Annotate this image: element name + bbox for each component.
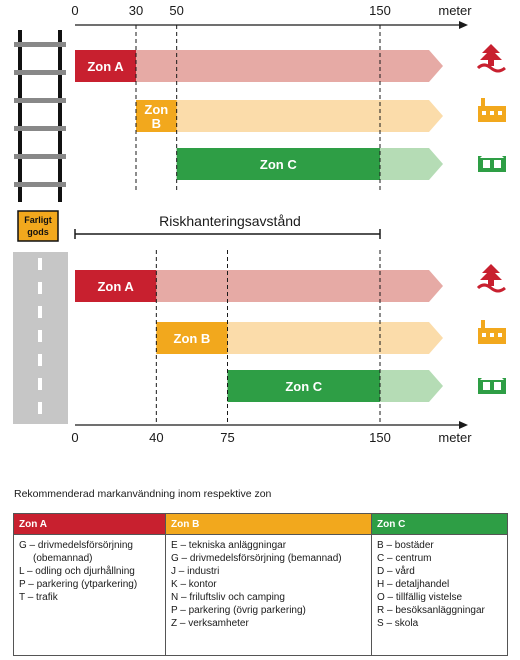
zone-b-uses	[166, 535, 372, 656]
zone-tail	[228, 322, 444, 354]
tick-label: 75	[220, 430, 235, 445]
bottom-axis	[71, 421, 472, 445]
rail-sleeper	[14, 98, 66, 103]
road-dash	[38, 402, 42, 414]
tick-label: 30	[128, 3, 144, 18]
dangerous-goods-badge	[18, 211, 58, 241]
tick-label: 150	[369, 3, 391, 18]
road-dash	[38, 354, 42, 366]
zone-label: Zon A	[87, 59, 124, 74]
rail-sleeper	[14, 154, 66, 159]
axis-arrow	[459, 21, 468, 29]
header-zone-c: Zon C	[372, 514, 508, 535]
houses-icon	[478, 373, 506, 394]
zone-label: Zon C	[285, 379, 323, 394]
top-zones	[75, 50, 443, 180]
use-item: T – trafik	[19, 592, 58, 603]
tick-label: 50	[169, 3, 184, 18]
use-item: G – drivmedelsförsörjning	[19, 540, 133, 551]
tick-label: 40	[149, 430, 164, 445]
zone-tail	[136, 50, 443, 82]
houses-icon	[478, 151, 506, 172]
land-use-table	[13, 513, 508, 656]
use-item: G – drivmedelsförsörjning (bemannad)	[171, 553, 342, 564]
zone-tail	[177, 100, 443, 132]
road	[13, 252, 68, 424]
use-item: L – odling och djurhållning	[19, 566, 135, 577]
use-item: B – bostäder	[377, 540, 434, 551]
top-axis	[71, 3, 472, 29]
road-dash	[38, 282, 42, 294]
pine-tree-icon	[478, 264, 505, 291]
tick-label: 0	[71, 3, 79, 18]
use-item: S – skola	[377, 618, 419, 629]
use-item: C – centrum	[377, 553, 432, 564]
rail-sleeper	[14, 42, 66, 47]
rail-sleeper	[14, 126, 66, 131]
zone-tail	[380, 148, 443, 180]
use-item: P – parkering (övrig parkering)	[171, 605, 306, 616]
use-item: R – besöksanläggningar	[377, 605, 485, 616]
use-item: O – tillfällig vistelse	[377, 592, 463, 603]
rail-sleeper	[14, 182, 66, 187]
factory-icon	[478, 320, 506, 344]
zone-label: Zon C	[259, 157, 297, 172]
road-dash	[38, 378, 42, 390]
use-item: H – detaljhandel	[377, 579, 450, 590]
zone-label: Zon A	[97, 279, 134, 294]
badge-line2: gods	[27, 227, 49, 237]
road-dash	[38, 330, 42, 342]
zone-label: Zon	[144, 102, 169, 117]
header-zone-a: Zon A	[14, 514, 166, 535]
tick-label: 0	[71, 430, 79, 445]
use-item: J – industri	[171, 566, 220, 577]
pine-tree-icon	[478, 44, 505, 71]
zone-label: B	[151, 116, 162, 131]
distance-label: Riskhanteringsavstånd	[159, 213, 301, 229]
use-item: E – tekniska anläggningar	[171, 540, 287, 551]
axis-unit: meter	[438, 430, 472, 445]
distance-bar	[75, 229, 380, 239]
zone-tail	[380, 370, 443, 402]
zone-tail	[156, 270, 443, 302]
axis-arrow	[459, 421, 468, 429]
factory-icon	[478, 98, 506, 122]
axis-unit: meter	[438, 3, 472, 18]
zone-label: Zon B	[173, 331, 211, 346]
badge-line1: Farligt	[24, 215, 52, 225]
railway-track	[14, 30, 66, 202]
rail-sleeper	[14, 70, 66, 75]
bottom-zones	[75, 270, 443, 402]
use-item: (obemannad)	[33, 553, 93, 564]
road-dash	[38, 258, 42, 270]
use-item: P – parkering (ytparkering)	[19, 579, 138, 590]
zone-a-uses	[14, 535, 166, 656]
tick-label: 150	[369, 430, 391, 445]
use-item: K – kontor	[171, 579, 217, 590]
table-caption: Rekommenderad markanvändning inom respektive zon	[14, 488, 272, 500]
use-item: N – friluftsliv och camping	[171, 592, 285, 603]
use-item: Z – verksamheter	[171, 618, 249, 629]
use-item: D – vård	[377, 566, 415, 577]
road-dash	[38, 306, 42, 318]
zone-c-uses	[372, 535, 508, 656]
header-zone-b: Zon B	[166, 514, 372, 535]
